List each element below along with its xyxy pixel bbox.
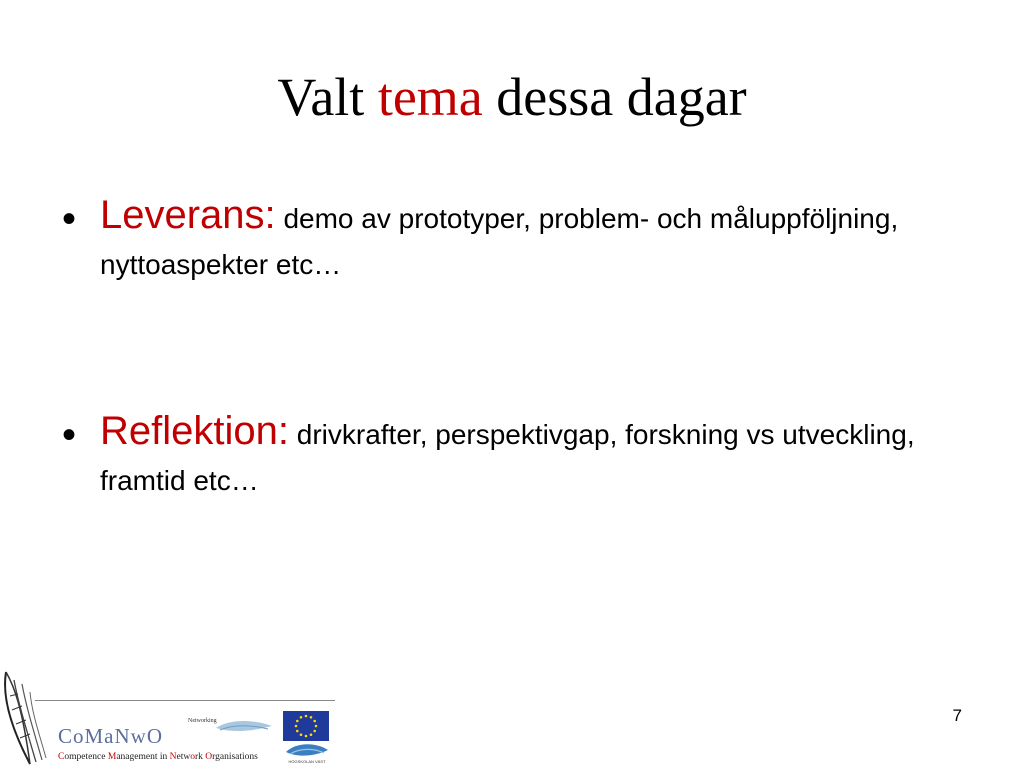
page-number: 7 xyxy=(952,706,962,725)
bullet-dot-icon: • xyxy=(62,413,77,457)
networking-partner-logo-icon xyxy=(186,712,274,742)
tagline-initial: N xyxy=(169,752,177,762)
bullet-heading: Leverans: xyxy=(100,193,276,237)
bullet-heading: Reflektion: xyxy=(100,409,289,453)
bullet-item-reflektion xyxy=(62,408,962,504)
bullet-body: drivkrafter, perspektivgap, forskning vs utveckling, framtid etc… xyxy=(100,419,915,496)
title-part-2: dessa dagar xyxy=(482,67,747,127)
tagline-initial: o xyxy=(190,752,195,762)
bullet-text xyxy=(100,192,962,288)
tagline-initial: O xyxy=(205,752,213,762)
footer-divider xyxy=(35,700,335,701)
bullet-body: demo av prototyper, problem- och måluppföljning, nyttoaspekter etc… xyxy=(100,203,899,280)
title-accent-word: tema xyxy=(377,67,483,127)
bullet-text xyxy=(100,408,962,504)
feather-logo-icon xyxy=(0,666,58,768)
tagline-text: rganisations xyxy=(212,752,258,762)
title-part-1: Valt xyxy=(277,67,378,127)
tagline-initial: M xyxy=(107,752,117,762)
tagline-text: anagement in xyxy=(116,752,170,762)
university-logo-text: HÖGSKOLAN VÄST xyxy=(288,759,326,764)
bullet-item-leverans xyxy=(62,192,962,288)
brand-name: CoMaNwO xyxy=(58,724,163,748)
tagline-text: etw xyxy=(176,752,191,762)
bullet-dot-icon: • xyxy=(62,197,77,241)
bullet-list xyxy=(62,192,962,504)
tagline-text: rk xyxy=(194,752,206,762)
partner-logo-text: Networking xyxy=(188,718,217,724)
tagline-text: ompetence xyxy=(64,752,108,762)
hogskolan-vast-logo-icon xyxy=(282,742,332,766)
tagline-initial: C xyxy=(58,752,65,762)
brand-tagline xyxy=(58,752,258,762)
slide-title xyxy=(0,62,1024,132)
eu-flag-icon xyxy=(283,711,329,741)
